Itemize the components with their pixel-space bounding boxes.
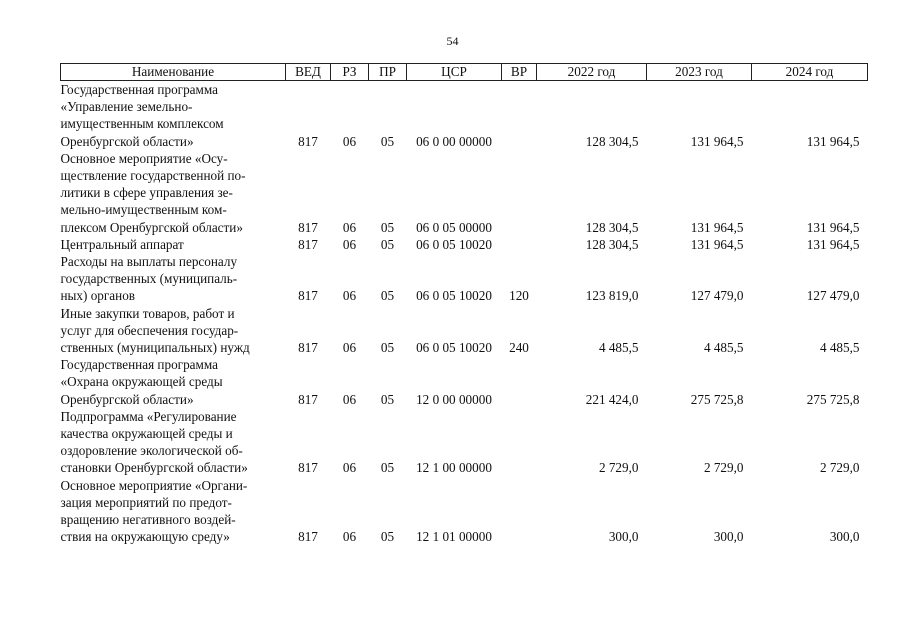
table-row — [61, 236, 868, 253]
page-number: 54 — [446, 34, 459, 48]
row-pr: 05 — [380, 529, 395, 545]
row-2022: 128 304,5 — [585, 236, 639, 252]
row-vr — [502, 356, 537, 408]
row-2023: 275 725,8 — [690, 391, 744, 407]
row-rz: 06 — [342, 288, 357, 304]
row-pr: 05 — [380, 236, 395, 252]
header-rz: РЗ — [331, 64, 369, 81]
row-2024: 275 725,8 — [806, 391, 860, 407]
row-2024: 300,0 — [829, 529, 860, 545]
row-rz: 06 — [342, 460, 357, 476]
row-ved: 817 — [298, 529, 318, 545]
row-csr: 12 1 00 00000 — [416, 460, 492, 476]
header-vr: ВР — [502, 64, 537, 81]
row-2023: 2 729,0 — [703, 460, 744, 476]
row-pr: 05 — [380, 219, 395, 235]
row-2023: 131 964,5 — [690, 236, 744, 252]
row-ved: 817 — [298, 219, 318, 235]
row-2023: 300,0 — [713, 529, 744, 545]
row-csr: 06 0 05 10020 — [416, 236, 492, 252]
row-pr: 05 — [380, 288, 395, 304]
table-row — [61, 408, 868, 477]
header-pr: ПР — [369, 64, 407, 81]
table-row — [61, 477, 868, 546]
row-2023: 127 479,0 — [690, 288, 744, 304]
row-name: Подпрограмма «Регулирование качества окружающей среды и оздоровление экологической об- становки Оренбургской области» — [60, 408, 248, 476]
row-ved: 817 — [298, 133, 318, 149]
row-csr: 06 0 05 10020 — [416, 340, 492, 356]
row-2022: 123 819,0 — [585, 288, 639, 304]
row-pr: 05 — [380, 133, 395, 149]
row-ved: 817 — [298, 340, 318, 356]
budget-table — [60, 63, 868, 545]
row-pr: 05 — [380, 460, 395, 476]
table-row — [61, 356, 868, 408]
row-vr — [502, 408, 537, 477]
row-2024: 2 729,0 — [819, 460, 860, 476]
header-ved: ВЕД — [286, 64, 331, 81]
row-csr: 12 1 01 00000 — [416, 529, 492, 545]
row-name: Основное мероприятие «Органи- зация мероприятий по предот- вращению негативного воздей- ствия на окружающую среду» — [60, 477, 248, 545]
table-row — [61, 150, 868, 236]
row-vr — [502, 150, 537, 236]
row-rz: 06 — [342, 133, 357, 149]
row-rz: 06 — [342, 391, 357, 407]
row-rz: 06 — [342, 340, 357, 356]
row-2024: 131 964,5 — [806, 133, 860, 149]
header-name: Наименование — [61, 64, 286, 81]
row-2022: 300,0 — [608, 529, 639, 545]
row-vr: 240 — [509, 340, 529, 356]
row-2022: 128 304,5 — [585, 219, 639, 235]
row-2022: 128 304,5 — [585, 133, 639, 149]
row-ved: 817 — [298, 460, 318, 476]
row-csr: 06 0 05 00000 — [416, 219, 492, 235]
table-row — [61, 81, 868, 150]
row-rz: 06 — [342, 529, 357, 545]
row-ved: 817 — [298, 236, 318, 252]
row-ved: 817 — [298, 391, 318, 407]
row-2024: 4 485,5 — [819, 340, 860, 356]
row-name: Расходы на выплаты персоналу государственных (муниципаль- ных) органов — [60, 254, 238, 304]
row-vr — [502, 81, 537, 150]
row-rz: 06 — [342, 219, 357, 235]
row-2024: 131 964,5 — [806, 219, 860, 235]
row-csr: 06 0 00 00000 — [416, 133, 492, 149]
row-rz: 06 — [342, 236, 357, 252]
row-pr: 05 — [380, 391, 395, 407]
row-ved: 817 — [298, 288, 318, 304]
row-2023: 4 485,5 — [703, 340, 744, 356]
row-2022: 2 729,0 — [598, 460, 639, 476]
row-2024: 127 479,0 — [806, 288, 860, 304]
row-2022: 4 485,5 — [598, 340, 639, 356]
row-2023: 131 964,5 — [690, 219, 744, 235]
row-vr — [502, 477, 537, 546]
header-2023: 2023 год — [647, 64, 752, 81]
row-name: Иные закупки товаров, работ и услуг для обеспечения государ- ственных (муниципальных) нужд — [60, 305, 250, 356]
row-2022: 221 424,0 — [585, 391, 639, 407]
row-pr: 05 — [380, 340, 395, 356]
row-csr: 06 0 05 10020 — [416, 288, 492, 304]
row-name: Основное мероприятие «Осу- ществление государственной по- литики в сфере управления зе- мельно-имущественным ком- плексом Оренбургской области» — [60, 150, 246, 235]
table-row — [61, 305, 868, 357]
row-name: Государственная программа «Охрана окружающей среды Оренбургской области» — [60, 357, 223, 407]
row-vr — [502, 236, 537, 253]
table-row — [61, 253, 868, 305]
header-2022: 2022 год — [537, 64, 647, 81]
header-csr: ЦСР — [407, 64, 502, 81]
row-2023: 131 964,5 — [690, 133, 744, 149]
row-name: Государственная программа «Управление земельно- имущественным комплексом Оренбургской области» — [60, 82, 224, 149]
row-vr: 120 — [509, 288, 529, 304]
header-2024: 2024 год — [752, 64, 868, 81]
row-2024: 131 964,5 — [806, 236, 860, 252]
table-header-row — [61, 64, 868, 81]
row-name: Центральный аппарат — [60, 236, 184, 252]
row-csr: 12 0 00 00000 — [416, 391, 492, 407]
